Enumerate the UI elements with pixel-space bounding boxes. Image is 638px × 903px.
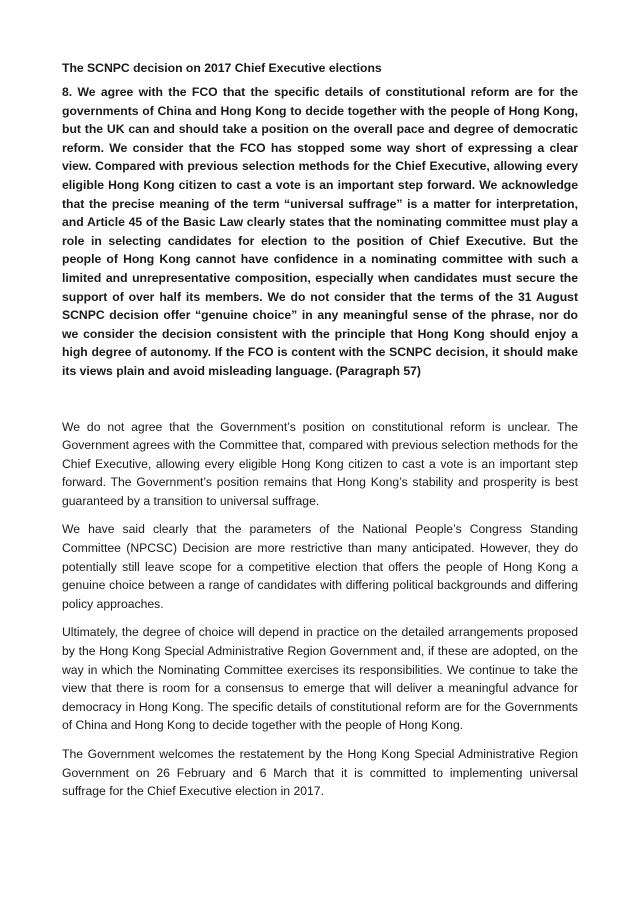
response-paragraph-3: Ultimately, the degree of choice will depend in practice on the detailed arrangements proposed by the Hong Kong Special Administrative Region Government and, if these are adopted, on the way in which the Nominating Committee exercises its responsibilities. We continue to take the view that there is room for a consensus to emerge that will deliver a meaningful advance for democracy in Hong Kong. The specific details of constitutional reform are for the Governments of China and Hong Kong to decide together with the people of Hong Kong.	[62, 625, 578, 733]
section-heading: The SCNPC decision on 2017 Chief Executive elections	[62, 61, 382, 75]
response-paragraph-1: We do not agree that the Government’s position on constitutional reform is unclear. The Government agrees with the Committee that, compared with previous selection methods for the Chief Executive, allowing every eligible Hong Kong citizen to cast a vote is an important step forward. The Government’s position remains that Hong Kong’s stability and prosperity is best guaranteed by a transition to universal suffrage.	[62, 419, 578, 508]
document-page	[62, 60, 578, 811]
committee-recommendation: 8. We agree with the FCO that the specific details of constitutional reform are for the governments of China and Hong Kong to decide together with the people of Hong Kong, but the UK can and should take a position on the overall pace and degree of democratic reform. We consider that the FCO has stopped some way short of expressing a clear view. Compared with previous selection methods for the Chief Executive, allowing every eligible Hong Kong citizen to cast a vote is an important step forward. We acknowledge that the precise meaning of the term “universal suffrage” is a matter for interpretation, and Article 45 of the Basic Law clearly states that the nominating committee must play a role in selecting candidates for election to the position of Chief Executive. But the people of Hong Kong cannot have confidence in a nominating committee with such a limited and unrepresentative composition, especially when candidates must secure the support of over half its members. We do not consider that the terms of the 31 August SCNPC decision offer “genuine choice” in any meaningful sense of the phrase, nor do we consider the decision consistent with the principle that Hong Kong should enjoy a high degree of autonomy. If the FCO is content with the SCNPC decision, it should make its views plain and avoid misleading language. (Paragraph 57)	[62, 85, 578, 378]
response-paragraph-2: We have said clearly that the parameters of the National People’s Congress Standing Committee (NPCSC) Decision are more restrictive than many anticipated. However, they do potentially still leave scope for a competitive election that offers the people of Hong Kong a genuine choice between a range of candidates with differing political backgrounds and differing policy approaches.	[62, 522, 578, 611]
spacer	[62, 381, 578, 418]
response-paragraph-4: The Government welcomes the restatement by the Hong Kong Special Administrative Region Government on 26 February and 6 March that it is committed to implementing universal suffrage for the Chief Executive election in 2017.	[62, 747, 578, 799]
